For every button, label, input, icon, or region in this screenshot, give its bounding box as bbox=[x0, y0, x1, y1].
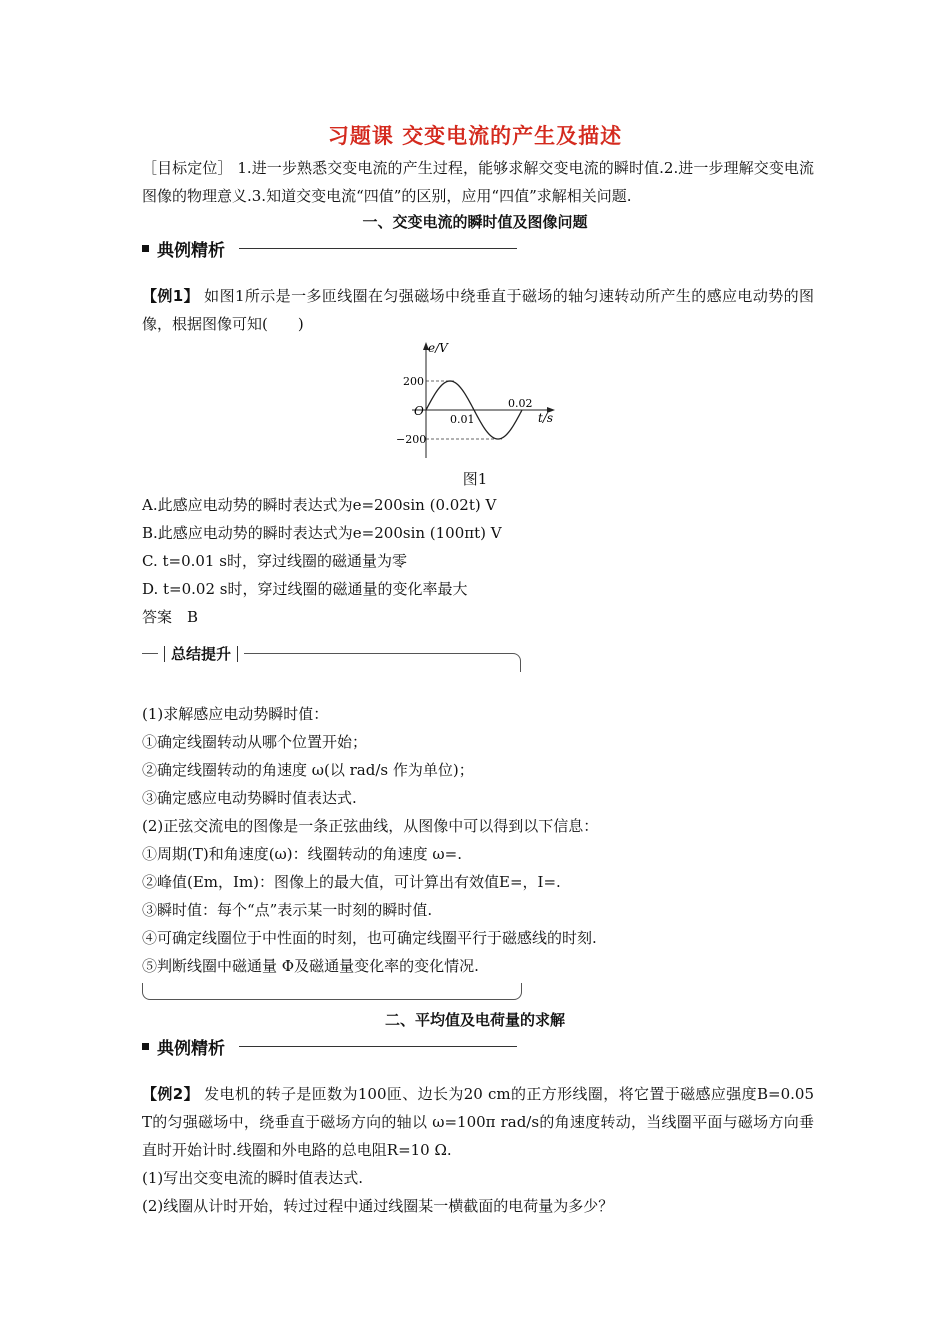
summary-line: ②确定线圈转动的角速度 ω(以 rad/s 作为单位)； bbox=[142, 761, 474, 779]
y-tick-neg200: −200 bbox=[396, 433, 427, 446]
option-b: B.此感应电动势的瞬时表达式为e=200sin (100πt) V bbox=[142, 524, 502, 542]
summary-line: (1)求解感应电动势瞬时值： bbox=[142, 705, 329, 723]
y-axis-label: e/V bbox=[428, 341, 448, 355]
summary-line: ①周期(T)和角速度(ω)：线圈转动的角速度 ω=. bbox=[142, 845, 462, 863]
section2-heading-label: 典例精析 bbox=[157, 1038, 225, 1059]
example1-label: 【例1】 bbox=[142, 287, 200, 305]
heading-rule bbox=[239, 248, 517, 249]
section1-heading-label: 典例精析 bbox=[157, 240, 225, 261]
option-a: A.此感应电动势的瞬时表达式为e=200sin (0.02t) V bbox=[142, 496, 497, 514]
origin-label: O bbox=[414, 404, 424, 418]
summary-tick-left bbox=[164, 646, 165, 662]
figure1-caption: 图1 bbox=[462, 470, 488, 488]
section1-heading bbox=[142, 235, 517, 261]
section1-title: 一、交变电流的瞬时值及图像问题 bbox=[362, 213, 588, 231]
summary-content bbox=[142, 700, 814, 980]
section2-heading bbox=[142, 1033, 517, 1059]
example2-question2: (2)线圈从计时开始，转过过程中通过线圈某一横截面的电荷量为多少？ bbox=[142, 1197, 614, 1215]
page-title: 习题课 交变电流的产生及描述 bbox=[327, 124, 623, 148]
section2-title: 二、平均值及电荷量的求解 bbox=[384, 1011, 565, 1029]
summary-line: (2)正弦交流电的图像是一条正弦曲线，从图像中可以得到以下信息： bbox=[142, 817, 599, 835]
x-axis-label: t/s bbox=[538, 411, 554, 425]
summary-line: ⑤判断线圈中磁通量 Φ及磁通量变化率的变化情况. bbox=[142, 957, 479, 975]
example1-text: 如图1所示是一多匝线圈在匀强磁场中绕垂直于磁场的轴匀速转动所产生的感应电动势的图像，根据图像可知( ) bbox=[142, 287, 814, 333]
summary-line: ③确定感应电动势瞬时值表达式. bbox=[142, 789, 357, 807]
emf-sine-chart bbox=[390, 338, 580, 463]
option-d: D. t=0.02 s时，穿过线圈的磁通量的变化率最大 bbox=[142, 580, 468, 598]
summary-line: ④可确定线圈位于中性面的时刻，也可确定线圈平行于磁感线的时刻. bbox=[142, 929, 597, 947]
example1-stem bbox=[142, 282, 814, 338]
x-tick-001: 0.01 bbox=[450, 413, 475, 426]
square-bullet-icon bbox=[142, 245, 149, 252]
example2-text: 发电机的转子是匝数为100匝、边长为20 cm的正方形线圈，将它置于磁感应强度B=0.05 T的匀强磁场中，绕垂直于磁场方向的轴以 ω=100π rad/s的角速度转动，当线圈平面与磁场方向垂直时开始计时.线圈和外电路的总电阻R=10 Ω. bbox=[142, 1085, 815, 1159]
heading-rule bbox=[239, 1046, 517, 1047]
option-c: C. t=0.01 s时，穿过线圈的磁通量为零 bbox=[142, 552, 407, 570]
example1-answer: 答案 B bbox=[142, 608, 199, 626]
example2-stem bbox=[142, 1080, 814, 1164]
summary-heading-label: 总结提升 bbox=[171, 645, 232, 663]
summary-line: ②峰值(Em，Im)：图像上的最大值，可计算出有效值E=，I=. bbox=[142, 873, 561, 891]
objective-text: ［目标定位］ 1.进一步熟悉交变电流的产生过程，能够求解交变电流的瞬时值.2.进一步理解交变电流图像的物理意义.3.知道交变电流“四值”的区别，应用“四值”求解相关问题. bbox=[142, 159, 814, 205]
summary-line: ③瞬时值：每个“点”表示某一时刻的瞬时值. bbox=[142, 901, 433, 919]
y-tick-200: 200 bbox=[403, 375, 424, 388]
summary-tick-right bbox=[237, 646, 238, 662]
example2-question1: (1)写出交变电流的瞬时值表达式. bbox=[142, 1169, 364, 1187]
summary-box-bottom bbox=[142, 983, 522, 1000]
square-bullet-icon bbox=[142, 1043, 149, 1050]
summary-line: ①确定线圈转动从哪个位置开始； bbox=[142, 733, 368, 751]
summary-heading bbox=[158, 643, 244, 664]
example2-label: 【例2】 bbox=[142, 1085, 199, 1103]
x-tick-002: 0.02 bbox=[508, 397, 533, 410]
